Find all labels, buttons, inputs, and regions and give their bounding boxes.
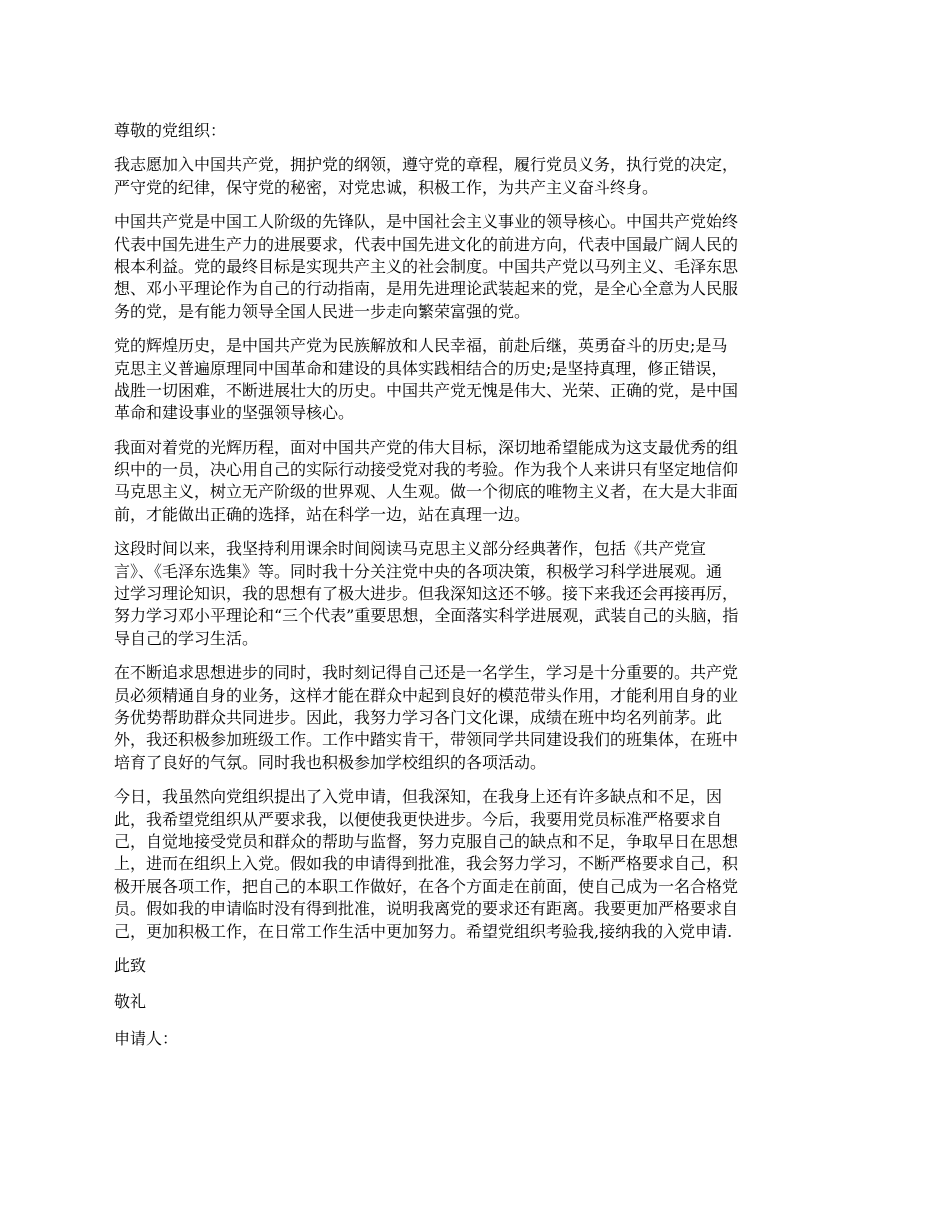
paragraph-line: 极开展各项工作，把自己的本职工作做好，在各个方面走在前面，使自己成为一名合格党 [114,876,739,896]
paragraph-line: 想、邓小平理论作为自己的行动指南，是用先进理论武装起来的党，是全心全意为人民服 [114,279,739,299]
paragraph-line: 马克思主义，树立无产阶级的世界观、人生观。做一个彻底的唯物主义者，在大是大非面 [114,482,739,502]
applicant-label: 申请人： [114,1028,179,1048]
paragraph-line: 己，更加积极工作，在日常工作生活中更加努力。希望党组织考验我,接纳我的入党申请. [114,921,733,941]
paragraph-1 [114,154,840,199]
paragraph-line: 今日，我虽然向党组织提出了入党申请，但我深知，在我身上还有许多缺点和不足，因 [114,787,723,807]
paragraph-line: 这段时间以来，我坚持利用课余时间阅读马克思主义部分经典著作，包括《共产党宣 [114,539,707,559]
paragraph-line: 外，我还积极参加班级工作。工作中踏实肯干，带领同学共同建设我们的班集体，在班中 [114,730,739,750]
applicant-signature [114,1028,840,1050]
paragraph-line: 我志愿加入中国共产党，拥护党的纲领，遵守党的章程，履行党员义务，执行党的决定， [114,155,739,175]
paragraph-line: 员。假如我的申请临时没有得到批准，说明我离党的要求还有距离。我要更加严格要求自 [114,899,739,919]
closing-cizhi [114,955,840,977]
paragraph-line: 务的党，是有能力领导全国人民进一步走向繁荣富强的党。 [114,301,531,321]
paragraph-line: 努力学习邓小平理论和“三个代表”重要思想，全面落实科学进展观，武装自己的头脑，指 [114,606,739,626]
paragraph-line: 过学习理论知识，我的思想有了极大进步。但我深知这还不够。接下来我还会再接再厉， [114,584,739,604]
paragraph-line: 根本利益。党的最终目标是实现共产主义的社会制度。中国共产党以马列主义、毛泽东思 [114,256,739,276]
paragraph-line: 前，才能做出正确的选择，站在科学一边，站在真理一边。 [114,504,531,524]
paragraph-line: 导自己的学习生活。 [114,628,259,648]
paragraph-line: 己，自觉地接受党员和群众的帮助与监督，努力克服自己的缺点和不足，争取早日在思想 [114,831,739,851]
paragraph-line: 培育了良好的气氛。同时我也积极参加学校组织的各项活动。 [114,752,547,772]
paragraph-line: 代表中国先进生产力的进展要求，代表中国先进文化的前进方向，代表中国最广阔人民的 [114,234,739,254]
paragraph-line: 党的辉煌历史，是中国共产党为民族解放和人民幸福，前赴后继，英勇奋斗的历史;是马 [114,336,728,356]
paragraph-line: 克思主义普遍原理同中国革命和建设的具体实践相结合的历史;是坚持真理，修正错误， [114,358,728,378]
paragraph-line: 严守党的纪律，保守党的秘密，对党忠诚，积极工作，为共产主义奋斗终身。 [114,177,659,197]
paragraph-line: 言》、《毛泽东选集》等。同时我十分关注党中央的各项决策，积极学习科学进展观。通 [114,561,723,581]
salutation [114,120,840,142]
closing-cizhi-text: 此致 [114,955,147,975]
paragraph-4 [114,437,840,527]
paragraph-line: 中国共产党是中国工人阶级的先锋队，是中国社会主义事业的领导核心。中国共产党始终 [114,212,739,232]
paragraph-line: 此，我希望党组织从严要求我，以便使我更快进步。今后，我要用党员标准严格要求自 [114,809,723,829]
paragraph-line: 革命和建设事业的坚强领导核心。 [114,403,355,423]
paragraph-line: 上，进而在组织上入党。假如我的申请得到批准，我会努力学习，不断严格要求自己，积 [114,854,739,874]
paragraph-line: 战胜一切困难，不断进展壮大的历史。中国共产党无愧是伟大、光荣、正确的党，是中国 [114,380,739,400]
paragraph-line: 在不断追求思想进步的同时，我时刻记得自己还是一名学生，学习是十分重要的。共产党 [114,663,739,683]
paragraph-line: 员必须精通自身的业务，这样才能在群众中起到良好的模范带头作用，才能利用自身的业 [114,685,739,705]
closing-jingli-text: 敬礼 [114,992,147,1012]
paragraph-line: 务优势帮助群众共同进步。因此，我努力学习各门文化课，成绩在班中均名列前茅。此 [114,707,723,727]
paragraph-5 [114,538,840,650]
paragraph-line: 我面对着党的光辉历程，面对中国共产党的伟大目标，深切地希望能成为这支最优秀的组 [114,437,739,457]
paragraph-line: 织中的一员，决心用自己的实际行动接受党对我的考验。作为我个人来讲只有坚定地信仰 [114,460,739,480]
salutation-text: 尊敬的党组织： [114,121,227,140]
closing-jingli [114,991,840,1013]
paragraph-6 [114,662,840,774]
paragraph-3 [114,335,840,425]
paragraph-7 [114,786,840,943]
letter-body [114,120,840,1064]
paragraph-2 [114,211,840,323]
